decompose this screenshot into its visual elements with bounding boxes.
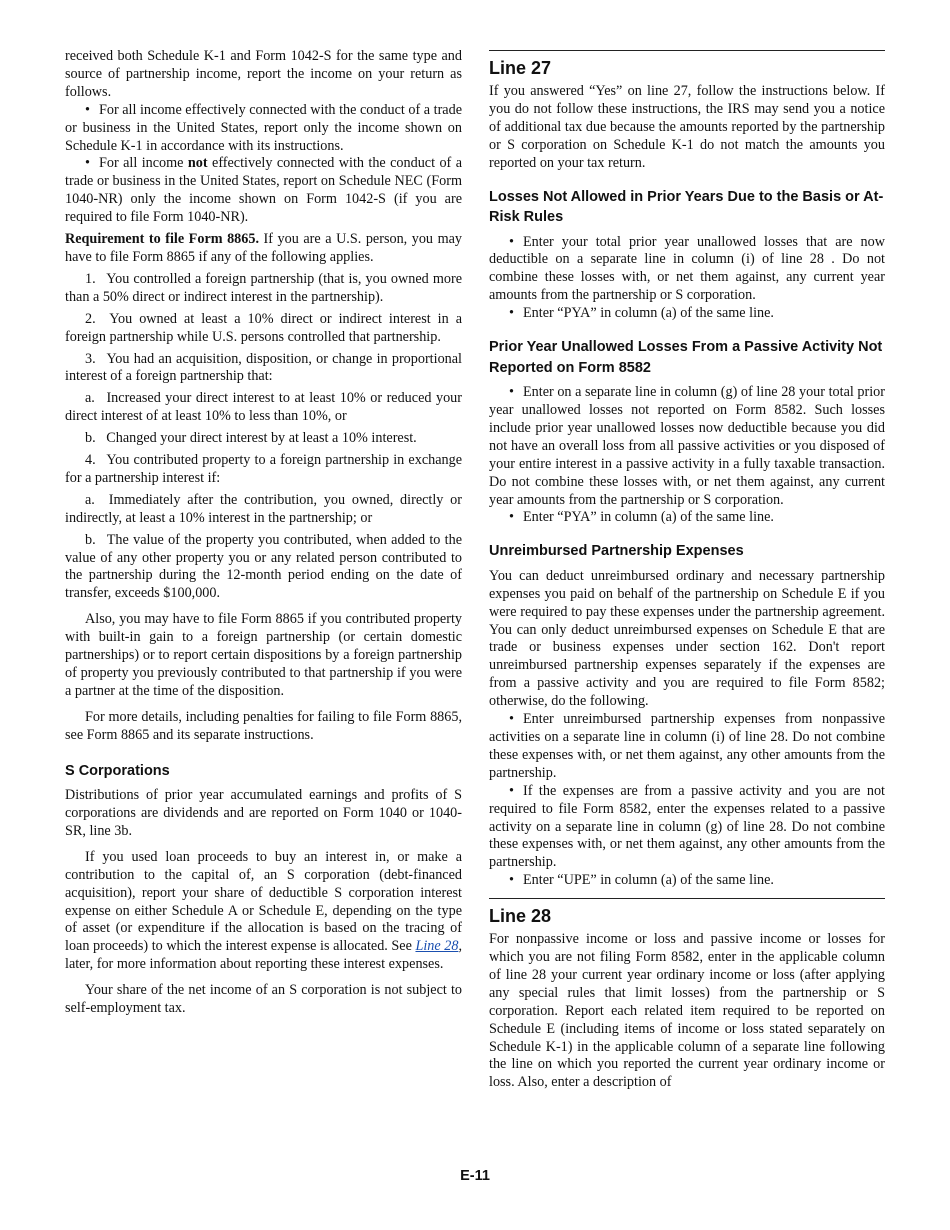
bullet-icon: • — [509, 233, 514, 250]
bullet-item — [65, 102, 462, 156]
run-in-heading: Requirement to file Form 8865. — [65, 231, 260, 248]
sub-list-item: b. The value of the property you contributed, when added to the value of any other property you or any related person contributed to the partnership during the 12-month period ending on the date of transfer, exceeds $100,000. — [65, 531, 462, 602]
bullet-item — [489, 711, 885, 783]
bullet-text: Enter “PYA” in column (a) of the same line. — [523, 305, 774, 322]
left-column — [65, 48, 462, 1018]
paragraph: Your share of the net income of an S corporation is not subject to self-employment tax. — [65, 982, 462, 1017]
bullet-text: If the expenses are from a passive activity and you are not required to file Form 8582, enter the expenses related to a passive activity on a separate line in column (g) of line 28. Do not combine these expenses with, or net them against, any other amounts from the partnership. — [489, 782, 885, 871]
paragraph — [65, 849, 462, 974]
paragraph: You can deduct unreimbursed ordinary and necessary partnership expenses you paid on behalf of the partnership on Schedule E if you were required to pay these expenses under the partnership agreement. You can only deduct unreimbursed expenses on Schedule E that are trade or business expenses under section 162. Don't report unreimbursed partnership expenses separately if the expenses are from a passive activity and you are required to file Form 8582; otherwise, do the following. — [489, 567, 885, 710]
section-heading-line-27: Line 27 — [489, 58, 552, 78]
bullet-item — [489, 305, 885, 323]
list-item: 2. You owned at least a 10% direct or indirect interest in a foreign partnership while U.S. persons controlled that partnership. — [65, 310, 462, 345]
bullet-item — [489, 384, 885, 509]
right-column — [489, 50, 885, 1092]
list-item: 3. You had an acquisition, disposition, or change in proportional interest of a foreign partnership that: — [65, 350, 462, 385]
subheading-unreimbursed-expenses: Unreimbursed Partnership Expenses — [489, 543, 744, 560]
bullet-item — [489, 783, 885, 873]
bullet-icon: • — [509, 509, 514, 526]
bullet-text: Enter “PYA” in column (a) of the same line. — [523, 509, 774, 526]
bullet-item — [65, 155, 462, 227]
list-item: 4. You contributed property to a foreign partnership in exchange for a partnership interest if: — [65, 452, 462, 486]
paragraph-text: If you used loan proceeds to buy an interest in, or make a contribution to the capital of, an S corporation (debt-financed acquisition), report your share of deductible S corporation interest expense on either Schedule A or Schedule E, depending on the type of asset (or expenditure if the allocation is based on the tracing of loan proceeds) to which the interest expense is allocated. See — [65, 848, 462, 955]
bullet-icon: • — [509, 384, 514, 401]
paragraph: received both Schedule K-1 and Form 1042-S for the same type and source of partnership income, report the income on your return as follows. — [65, 48, 462, 100]
bullet-text: effectively connected with the conduct of a trade or business in the United States, report on Schedule NEC (Form 1040-NR) only the income shown on Form 1042-S (if you are required to file Form 1040-NR). — [65, 155, 462, 226]
bullet-icon: • — [85, 155, 90, 172]
sub-list-item: a. Increased your direct interest to at least 10% or reduced your direct interest of at least 10% to less than 10%, or — [65, 390, 462, 425]
section-divider — [489, 898, 885, 899]
paragraph: Also, you may have to file Form 8865 if you contributed property with built-in gain to a foreign partnership (or certain domestic partnerships) or to report certain dispositions by a foreign partnership of property you previously contributed to that partnership if you were a partner at the time of the disposition. — [65, 611, 462, 699]
bullet-icon: • — [85, 101, 90, 118]
subheading-passive-losses: Prior Year Unallowed Losses From a Passive Activity Not Reported on Form 8582 — [489, 339, 883, 376]
bullet-icon: • — [509, 782, 514, 799]
section-heading-line-28: Line 28 — [489, 906, 552, 927]
subheading-losses-not-allowed: Losses Not Allowed in Prior Years Due to the Basis or At-Risk Rules — [489, 188, 884, 226]
list-item: 1. You controlled a foreign partnership (that is, you owned more than a 50% direct or indirect interest in the partnership). — [65, 270, 462, 305]
bullet-text: For all income — [99, 155, 188, 172]
paragraph: Distributions of prior year accumulated earnings and profits of S corporations are dividends and are reported on Form 1040 or 1040-SR, line 3b. — [65, 787, 462, 839]
bullet-text: Enter your total prior year unallowed losses that are now deductible on a separate line in column (i) of line 28 . Do not combine these losses with, or net them against, any current year amounts from the partnership or S corporation. — [489, 233, 885, 304]
section-divider — [489, 50, 885, 51]
bullet-text: Enter unreimbursed partnership expenses from nonpassive activities on a separate line in column (i) of line 28. Do not combine these expenses with, or net them against, any other amounts from the partnership. — [489, 711, 885, 781]
emphasis: not — [187, 155, 208, 172]
bullet-icon: • — [509, 872, 514, 889]
paragraph: If you answered “Yes” on line 27, follow the instructions below. If you do not follow these instructions, the IRS may send you a notice of additional tax due because the amounts reported by the partnership or S corporation on Schedule K-1 do not match the amounts you reported on your tax return. — [489, 83, 885, 171]
paragraph: For nonpassive income or loss and passive income or losses for which you are not filing Form 8582, enter in the applicable column of line 28 your current year ordinary income or loss (after applying any special rules that limit losses) from the partnership or S corporation. Report each related item required to be reported on Schedule E (including items of income or loss stated separately on Schedule K-1) in the applicable column of a separate line following the line on which you reported the current year ordinary income or loss. Also, enter a description of — [489, 931, 885, 1091]
paragraph-text: , later, for more information about reporting these interest expenses. — [65, 938, 462, 973]
bullet-text: Enter “UPE” in column (a) of the same line. — [523, 872, 774, 889]
line-28-link[interactable]: Line 28 — [415, 938, 459, 955]
bullet-icon: • — [509, 305, 514, 322]
bullet-text: Enter on a separate line in column (g) of line 28 your total prior year unallowed losses not reported on Form 8582. Such losses include prior year unallowed losses now deductible because you did not have an overall loss from all passive activities or you disposed of your entire interest in a passive activity in a fully taxable transaction. Do not combine these losses with, or net them against, any current year amounts from the partnership or S corporation. — [489, 384, 885, 508]
sub-list-item: a. Immediately after the contribution, you owned, directly or indirectly, at least a 10% interest in the partnership; or — [65, 491, 462, 526]
bullet-text: For all income effectively connected with the conduct of a trade or business in the United States, report only the income shown on Schedule K-1 in accordance with its instructions. — [65, 101, 462, 154]
paragraph-text: If you are a U.S. person, you may have to file Form 8865 if any of the following applies. — [65, 231, 462, 265]
bullet-item — [489, 872, 885, 890]
paragraph: For more details, including penalties for failing to file Form 8865, see Form 8865 and its separate instructions. — [65, 708, 462, 743]
bullet-icon: • — [509, 711, 514, 728]
sub-list-item: b. Changed your direct interest by at least a 10% interest. — [85, 430, 417, 447]
section-heading-s-corporations: S Corporations — [65, 762, 170, 779]
bullet-item — [489, 509, 885, 527]
page-number: E-11 — [460, 1168, 490, 1184]
bullet-item — [489, 234, 885, 306]
requirement-paragraph — [65, 231, 462, 267]
